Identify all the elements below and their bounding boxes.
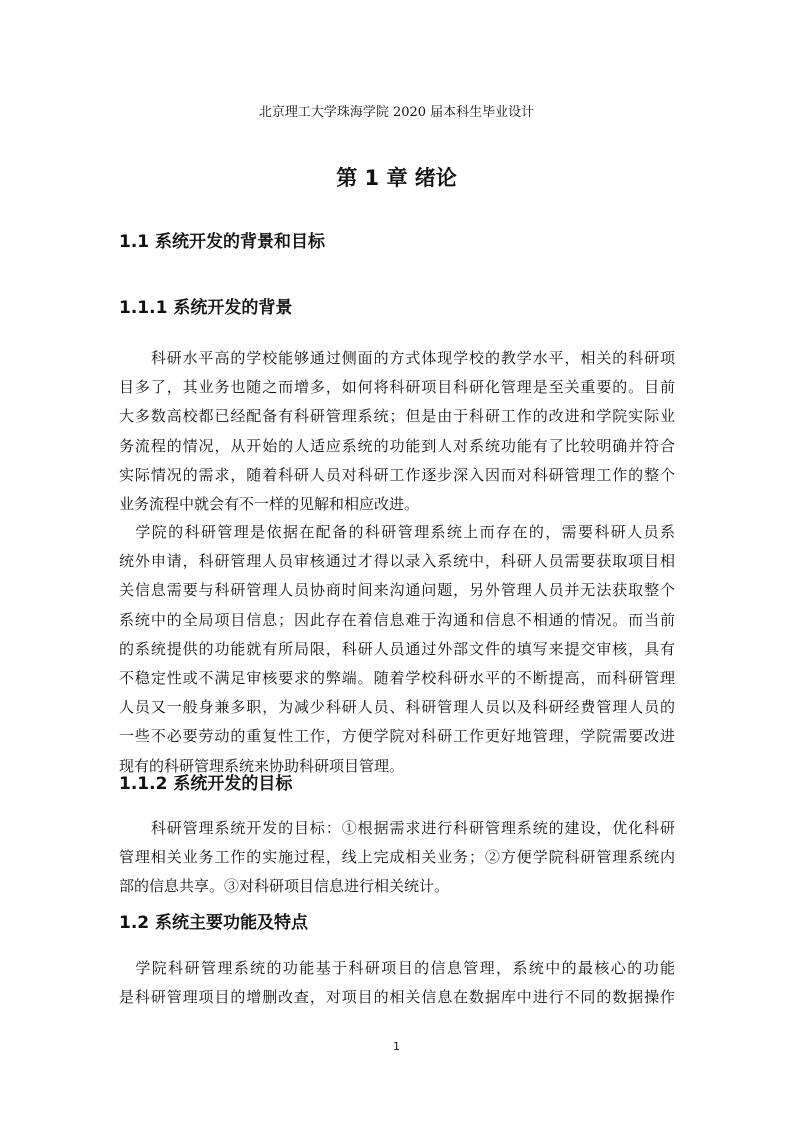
text-line: 部的信息共享。③对科研项目信息进行相关统计。	[119, 877, 450, 896]
text-line: 实际情况的需求，随着科研人员对科研工作逐步深入因而对科研管理工作的整个	[119, 465, 675, 484]
text-line: 是科研管理项目的增删改查，对项目的相关信息在数据库中进行不同的数据操作	[119, 988, 675, 1007]
running-header: 北京理工大学珠海学院 2020 届本科生毕业设计	[258, 105, 535, 120]
paragraph-background-1	[119, 344, 675, 519]
text-line: 关信息需要与科研管理人员协商时间来沟通问题，另外管理人员并无法获取整个	[119, 581, 675, 600]
page-number: 1	[393, 1040, 400, 1053]
text-line: 学院科研管理系统的功能基于科研项目的信息管理，系统中的最核心的功能	[119, 959, 675, 977]
section-heading-1-1-1: 1.1.1 系统开发的背景	[119, 298, 293, 318]
text-line: 不稳定性或不满足审核要求的弊端。随着学校科研水平的不断提高，而科研管理	[119, 669, 675, 688]
chapter-title: 第 1 章 绪论	[336, 166, 457, 190]
text-line: 管理相关业务工作的实施过程，线上完成相关业务；②方便学院科研管理系统内	[119, 848, 675, 867]
text-line: 大多数高校都已经配备有科研管理系统；但是由于科研工作的改进和学院实际业	[119, 407, 675, 426]
section-heading-1-2: 1.2 系统主要功能及特点	[119, 913, 309, 933]
section-heading-1-1-2: 1.1.2 系统开发的目标	[119, 774, 293, 794]
text-line: 业务流程中就会有不一样的见解和相应改进。	[119, 495, 420, 514]
text-line: 人员又一般身兼多职，为减少科研人员、科研管理人员以及科研经费管理人员的	[119, 698, 675, 717]
paragraph-functions	[119, 954, 675, 1012]
text-line: 学院的科研管理是依据在配备的科研管理系统上而存在的，需要科研人员系	[119, 523, 675, 541]
text-line: 的系统提供的功能就有所局限，科研人员通过外部文件的填写来提交审核，具有	[119, 639, 675, 658]
text-line: 现有的科研管理系统来协助科研项目管理。	[119, 756, 405, 775]
text-line: 目多了，其业务也随之而增多，如何将科研项目科研化管理是至关重要的。目前	[119, 378, 675, 397]
paragraph-objectives	[119, 814, 675, 902]
text-line: 科研管理系统开发的目标：①根据需求进行科研管理系统的建设，优化科研	[119, 819, 675, 837]
section-heading-1-1: 1.1 系统开发的背景和目标	[119, 232, 326, 252]
text-line: 统外申请，科研管理人员审核通过才得以录入系统中，科研人员需要获取项目相	[119, 552, 675, 571]
text-line: 务流程的情况，从开始的人适应系统的功能到人对系统功能有了比较明确并符合	[119, 436, 675, 455]
paragraph-background-2	[119, 518, 675, 781]
text-line: 一些不必要劳动的重复性工作，方便学院对科研工作更好地管理，学院需要改进	[119, 727, 675, 746]
text-line: 科研水平高的学校能够通过侧面的方式体现学校的教学水平，相关的科研项	[119, 349, 675, 367]
text-line: 系统中的全局项目信息；因此存在着信息难于沟通和信息不相通的情况。而当前	[119, 610, 675, 629]
